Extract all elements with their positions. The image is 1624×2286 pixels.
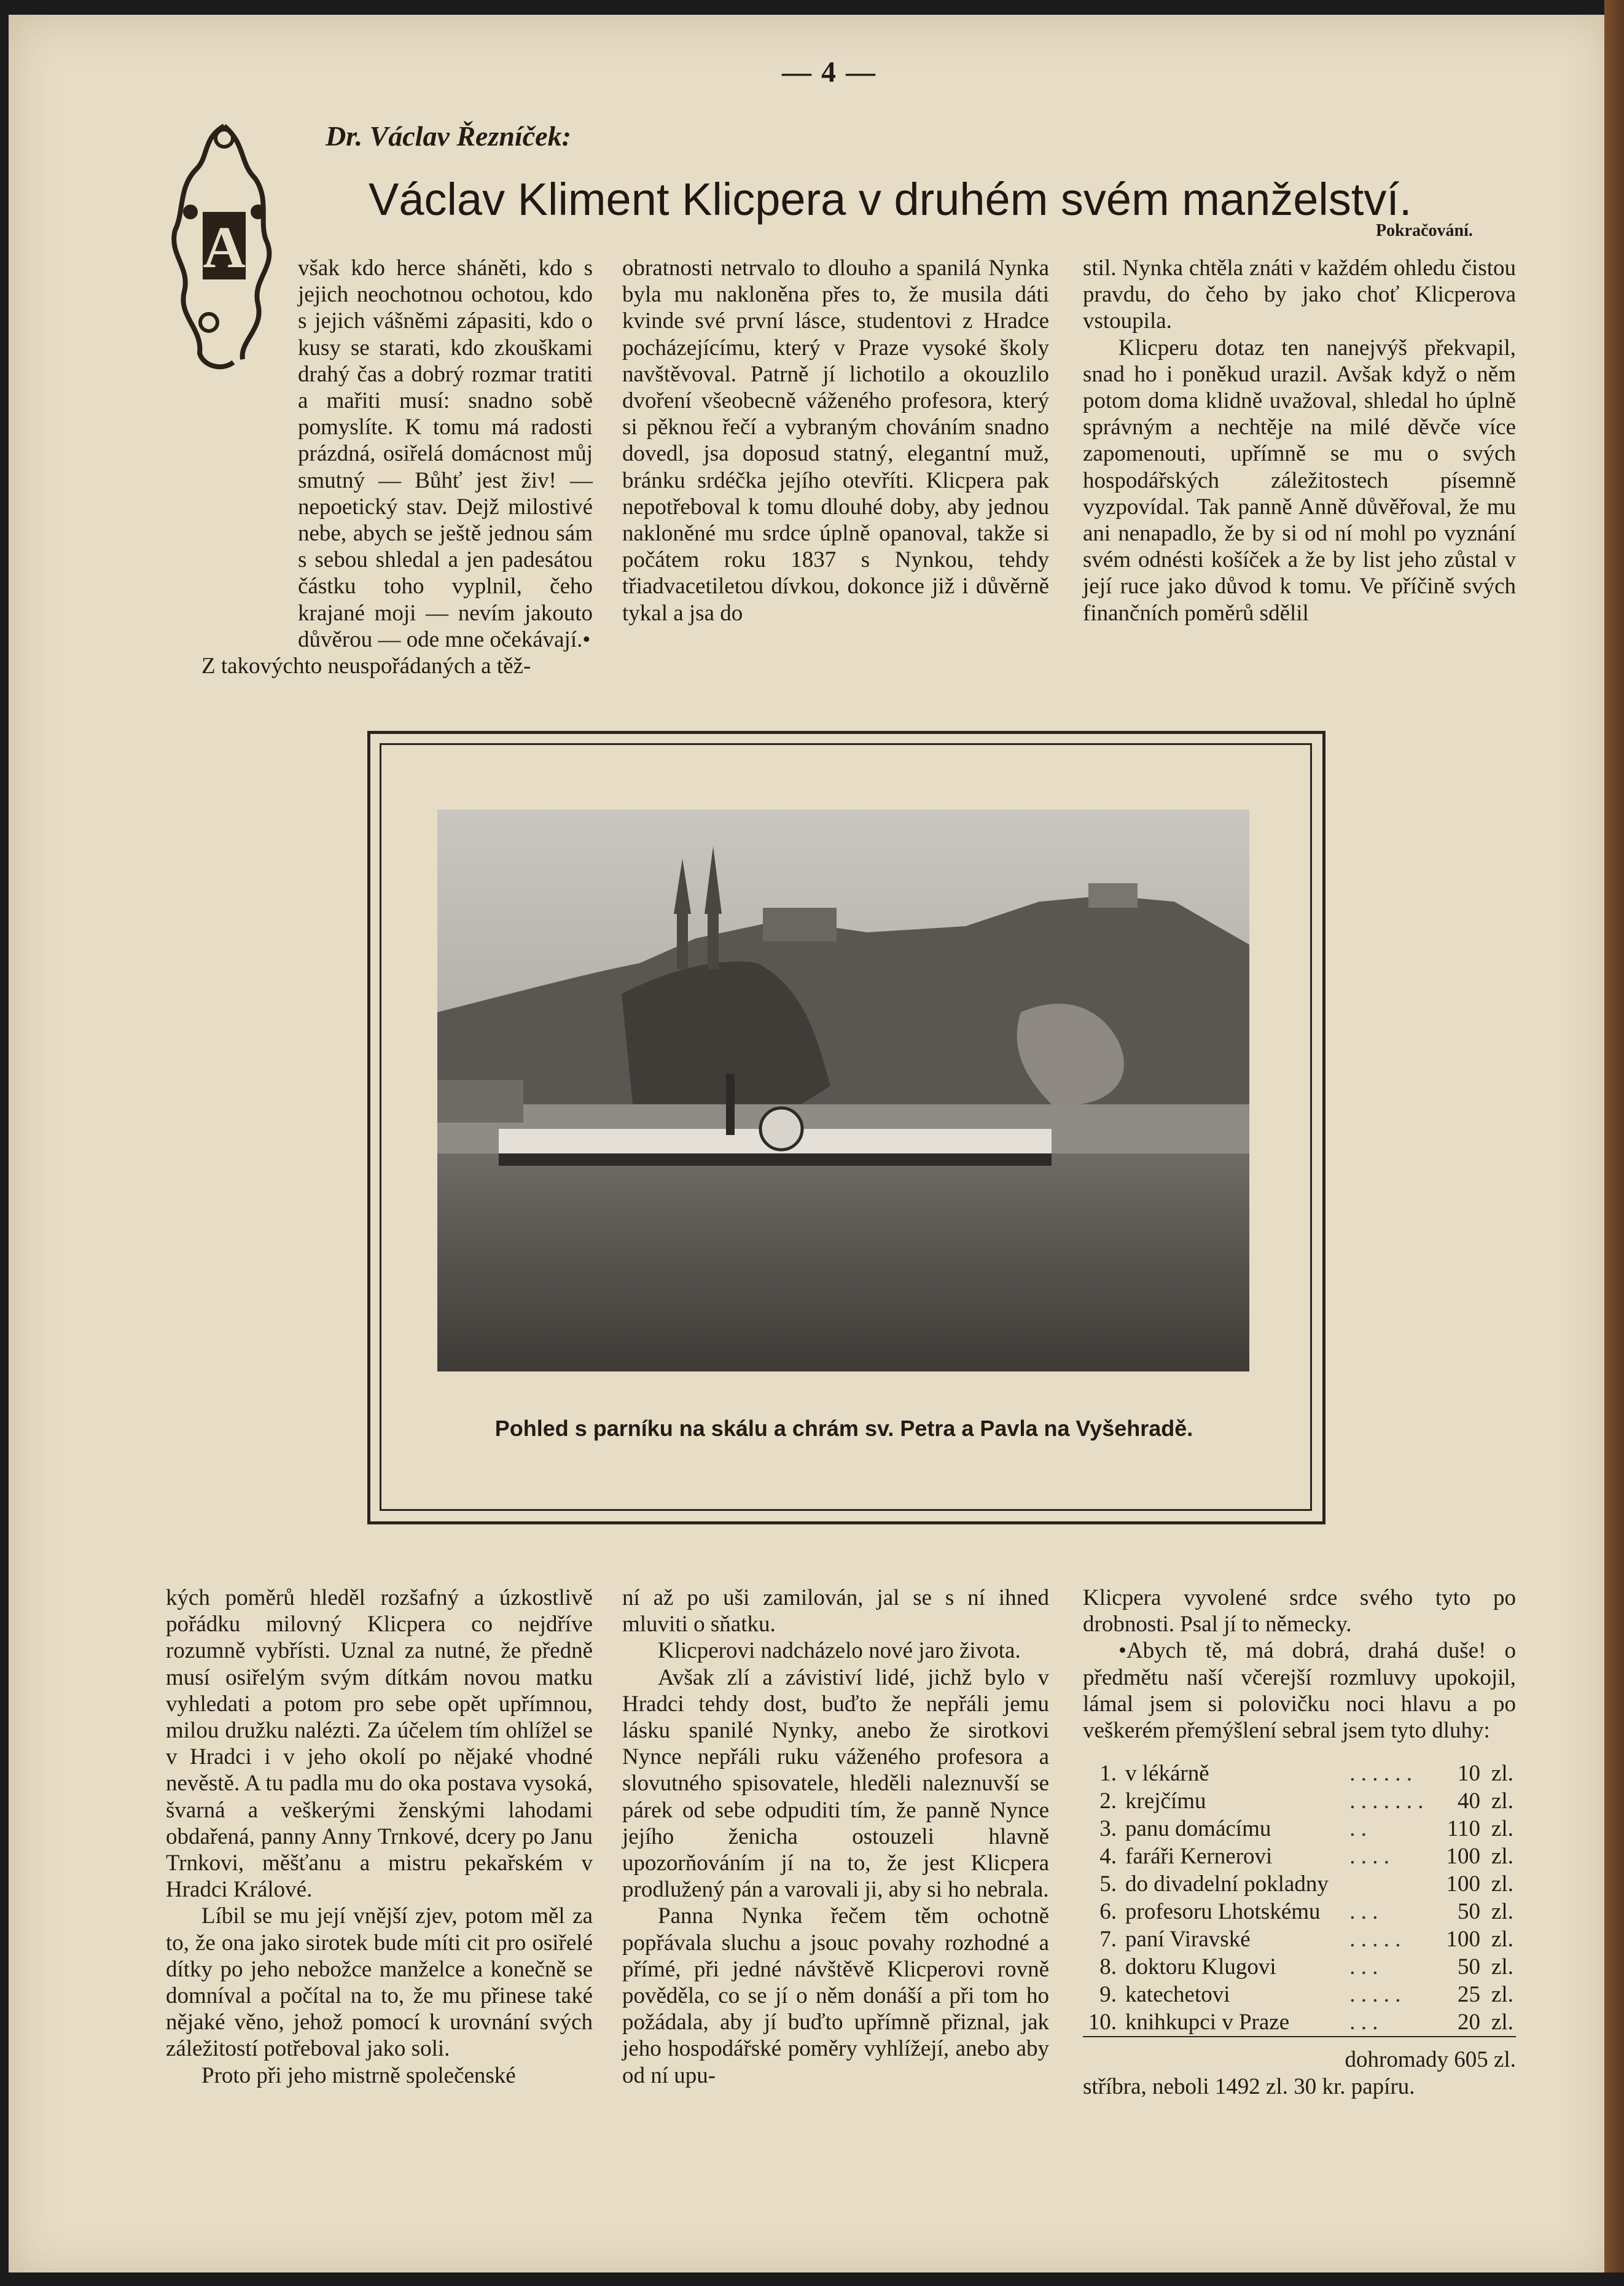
debt-unit: zl. <box>1491 1899 1513 1925</box>
debt-num: 5. <box>1099 1871 1117 1897</box>
debt-row <box>1083 1953 1516 1981</box>
paragraph: kých poměrů hleděl rozšafný a úzkostlivě pořádku milovný Klicpera co nejdříve rozumně vybřísti. Uznal za nutné, že předně musí osiřelým svým dítkám novou matku vyhledati a potom pro sebe opět upřímnou, milou družku nalézti. Za účelem tím ohlížel se v Hradci i v jeho okolí po nějaké vhodné nevěstě. A tu padla mu do oka postava vysoká, švarná a veškerými ženskými lahodami obdařená, panny Anny Trnkové, dcery po Janu Trnkovi, měšťanu a mistru pekařském v Hradci Králové. <box>166 1585 593 1903</box>
paragraph: Proto při jeho mistrně společenské <box>201 2062 516 2088</box>
paragraph: Klicperovi nadcházelo nové jaro života. <box>658 1638 1021 1664</box>
debt-unit: zl. <box>1491 1954 1513 1980</box>
paragraph: Avšak zlí a závistiví lidé, jichž bylo v Hradci tehdy dost, buďto že nepřáli jemu lásku spanilé Nynky, anebo že sirotkovi Nynce nepřáli ruku váženého profesora a slovutného spisovatele, hleděli naleznuvší se párek od sebe odpuditi tím, že panně Nynce jejího ženicha ostouzeli hlavně upozorňováním jí na to, že jest Klicpera prodlužený pán a varovali ji, aby si ho nebrala. <box>622 1664 1049 1903</box>
debt-row <box>1083 1898 1516 1925</box>
column-top-right <box>1083 255 1516 626</box>
debt-label: paní Viravské <box>1125 1927 1251 1952</box>
debt-unit: zl. <box>1491 1844 1513 1870</box>
debt-num: 10. <box>1083 2008 1125 2037</box>
debt-label: do divadelní pokladny <box>1125 1871 1329 1897</box>
debt-row <box>1083 1787 1516 1815</box>
debt-dots: . . . <box>1349 1954 1378 1980</box>
debt-dots <box>1349 1870 1431 1898</box>
paragraph: Klicperu dotaz ten nanejvýš překvapil, snad ho i poněkud urazil. Avšak když o něm potom doma klidně uvažoval, shledal ho úplně správným a nechtěje na milé děvče více zapomenouti, upřímně se mu o svých hospodářských záležitostech písemně vyzpovídal. Tak panně Anně důvěřoval, že mu ani nenapadlo, že by si od ní mohl po vyznání svém odnésti košíček a že by list jeho zůstal v její ruce jako důvod k tomu. Ve příčině svých finančních poměrů sdělil <box>1083 335 1516 626</box>
debt-label: panu domácímu <box>1125 1816 1271 1842</box>
debt-num: 2. <box>1099 1789 1117 1814</box>
debt-amount: 100 <box>1446 1844 1480 1870</box>
column-top-left <box>166 255 593 679</box>
debt-label: doktoru Klugovi <box>1125 1954 1276 1980</box>
debt-amount: 100 <box>1446 1871 1480 1897</box>
debt-amount: 20 <box>1431 2008 1491 2037</box>
continuation-note: Pokračování. <box>1376 221 1473 240</box>
debt-amount: 10 <box>1458 1761 1480 1787</box>
column-bottom-middle <box>622 1585 1049 2089</box>
paragraph: Klicpera vyvolené srdce svého tyto po drobnosti. Psal jí to německy. <box>1083 1585 1516 1637</box>
column-bottom-right <box>1083 1585 1516 2100</box>
paragraph: Panna Nynka řečem těm ochotně popřávala sluchu a jsouc povahy rozhodné a přímé, při jedné návštěvě Klicperovi rovně pověděla, co se jí o něm donáší a při tom ho požádala, aby jí buďto upřímně přiznal, jak jeho hospodářské poměry vyhlížejí, anebo aby od ní upu- <box>622 1903 1049 2088</box>
debt-label: krejčímu <box>1125 1789 1206 1814</box>
debt-unit: zl. <box>1491 1816 1513 1842</box>
debt-amount: 100 <box>1446 1927 1480 1952</box>
debt-row <box>1083 1760 1516 1787</box>
debt-label: faráři Kernerovi <box>1125 1844 1273 1870</box>
paragraph: stříbra, neboli 1492 zl. 30 kr. papíru. <box>1083 2074 1415 2100</box>
debt-unit: zl. <box>1491 1871 1513 1897</box>
debt-row <box>1083 2008 1516 2037</box>
debt-amount: 110 <box>1446 1816 1480 1842</box>
debt-total: dohromady 605 zl. <box>1345 2047 1516 2073</box>
paragraph: stil. Nynka chtěla znáti v každém ohledu čistou pravdu, do čeho by jako choť Klicperova vstoupila. <box>1083 256 1516 334</box>
debt-amount: 25 <box>1458 1982 1480 2008</box>
debt-unit: zl. <box>1491 1982 1513 2008</box>
debt-dots: . . . <box>1349 1899 1378 1925</box>
debt-amount: 40 <box>1458 1789 1480 1814</box>
debt-dots: . . . . . . . <box>1349 1789 1424 1814</box>
debt-label: katechetovi <box>1125 1982 1230 2008</box>
paragraph: •Abych tě, má dobrá, drahá duše! o předmětu naší včerejší rozmluvy upokojil, lámal jsem si polovičku noci hlavu a po veškerém přemýšlení sebral jsem tyto dluhy: <box>1083 1638 1516 1744</box>
debt-row <box>1083 1870 1516 1898</box>
debt-amount: 50 <box>1458 1954 1480 1980</box>
debt-unit: zl. <box>1491 2008 1516 2037</box>
debt-row <box>1083 1981 1516 2008</box>
debt-num: 8. <box>1099 1954 1117 1980</box>
scan-border <box>0 2272 1624 2286</box>
paragraph: ní až po uši zamilován, jal se s ní ihned mluviti o sňatku. <box>622 1585 1049 1637</box>
debt-num: 9. <box>1099 1982 1117 2008</box>
debt-dots: . . <box>1349 1816 1367 1842</box>
paragraph: Z takovýchto neuspořádaných a těž- <box>201 653 531 679</box>
debt-list <box>1083 1760 1516 2037</box>
page-number: — 4 — <box>782 56 876 88</box>
paragraph: obratnosti netrvalo to dlouho a spanilá Nynka byla mu nakloněna přes to, že musila dáti kvinde své první lásce, studentovi z Hradce pocházejícímu, který v Praze vysoké školy navštěvoval. Patrně jí lichotilo a okouzlilo dvoření všeobecně váženého profesora, který si pěknou řečí a vybraným chováním snadno dovedl, jsa doposud statný, elegantní muž, bránku srdéčka jejího otevříti. Klicpera pak nepotřeboval k tomu dlouhé doby, aby jednou nakloněné mu srdce úplně opanoval, takže si počátem roku 1837 s Nynkou, tehdy třiadvacetiletou dívkou, dokonce již i důvěrně tykal a jsa do <box>622 256 1049 626</box>
initial-letter: A <box>203 214 246 280</box>
debt-label: knihkupci v Praze <box>1125 2008 1349 2037</box>
debt-dots: . . . . . <box>1349 1982 1401 2008</box>
debt-unit: zl. <box>1491 1927 1513 1952</box>
debt-label: v lékárně <box>1125 1761 1209 1787</box>
debt-dots: . . . <box>1349 2008 1431 2037</box>
article-author: Dr. Václav Řezníček: <box>326 120 571 152</box>
page-edge <box>1604 0 1624 2286</box>
photo-vysehrad <box>437 809 1249 1371</box>
debt-num: 3. <box>1099 1816 1117 1842</box>
debt-num: 7. <box>1099 1927 1117 1952</box>
column-top-middle <box>622 255 1049 626</box>
debt-label: profesoru Lhotskému <box>1125 1899 1321 1925</box>
debt-amount: 50 <box>1458 1899 1480 1925</box>
debt-unit: zl. <box>1491 1789 1513 1814</box>
debt-dots: . . . . <box>1349 1844 1389 1870</box>
debt-row <box>1083 1843 1516 1870</box>
debt-unit: zl. <box>1491 1761 1513 1787</box>
article-title: Václav Kliment Klicpera v druhém svém manželství. <box>369 174 1412 225</box>
figure-caption: Pohled s parníku na skálu a chrám sv. Petra a Pavla na Vyšehradě. <box>494 1416 1193 1441</box>
debt-row <box>1083 1815 1516 1843</box>
paragraph: Líbil se mu její vnější zjev, potom měl za to, že ona jako sirotek bude míti cit pro osiřelé dítky po jeho nebožce manželce a konečně se domníval a počítal na to, že mu přinese také nějaké věno, jehož pomocí k urovnání svých záležitostí potřeboval jako soli. <box>166 1903 593 2062</box>
debt-dots: . . . . . . <box>1349 1761 1412 1787</box>
paragraph: však kdo herce sháněti, kdo s jejich neochotnou ochotou, kdo s jejich vášněmi zápasiti, kdo o kusy se starati, kdo zkouškami drahý čas a dobrý rozmar tratiti a mařiti musí: snadno sobě pomyslíte. K tomu má radosti prázdná, osiřelá domácnost můj smutný — Bůhť jest živ! — nepoetický stav. Dejž milostivé nebe, abych se ještě jednou sám s sebou shledal a jen padesátou částku toho vyplnil, čeho krajané moji — nevím jakouto důvěrou — ode mne očekávají.• <box>298 256 593 652</box>
debt-dots: . . . . . <box>1349 1927 1401 1952</box>
debt-row <box>1083 1925 1516 1953</box>
debt-num: 6. <box>1099 1899 1117 1925</box>
column-bottom-left <box>166 1585 593 2089</box>
debt-num: 1. <box>1099 1761 1117 1787</box>
debt-num: 4. <box>1099 1844 1117 1870</box>
